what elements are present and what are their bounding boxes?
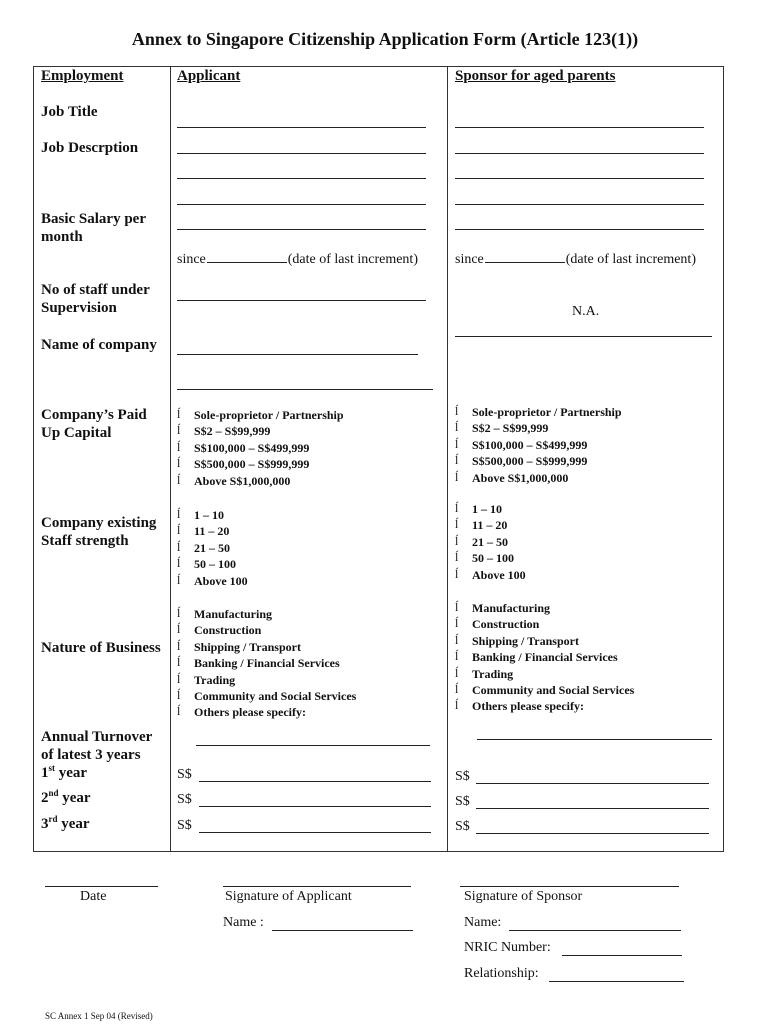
option-item[interactable] xyxy=(455,698,634,714)
option-item[interactable] xyxy=(177,456,344,472)
annual-turnover-label: Annual Turnover of latest 3 years xyxy=(41,729,153,763)
sponsor-increment-date-field[interactable] xyxy=(485,250,565,263)
checkbox-icon[interactable]: ĺ xyxy=(455,420,459,435)
checkbox-icon[interactable]: ĺ xyxy=(455,501,459,515)
option-item[interactable] xyxy=(455,649,634,665)
option-item[interactable] xyxy=(177,507,248,523)
option-item[interactable] xyxy=(177,523,248,539)
checkbox-icon[interactable]: ĺ xyxy=(177,523,181,538)
option-item[interactable] xyxy=(177,407,344,423)
date-label: Date xyxy=(80,889,107,904)
checkbox-icon[interactable]: ĺ xyxy=(177,655,181,670)
checkbox-icon[interactable]: ĺ xyxy=(177,423,181,438)
option-item[interactable] xyxy=(177,440,344,456)
relationship-label: Relationship: xyxy=(464,966,539,981)
year-2-label: 2nd year xyxy=(41,788,91,806)
option-label: Above S$1,000,000 xyxy=(472,470,569,485)
checkbox-icon[interactable]: ĺ xyxy=(455,517,459,532)
checkbox-icon[interactable]: ĺ xyxy=(177,688,181,703)
option-item[interactable] xyxy=(177,688,356,704)
sponsor-business-options xyxy=(455,600,634,715)
staff-under-supervision-label: No of staff under Supervision xyxy=(41,282,150,316)
applicant-staff-options xyxy=(177,507,248,589)
applicant-name-label: Name : xyxy=(223,915,264,930)
sponsor-staff-options xyxy=(455,501,526,583)
checkbox-icon[interactable]: ĺ xyxy=(177,622,181,637)
applicant-increment-date-field[interactable] xyxy=(207,250,287,263)
option-label: Community and Social Services xyxy=(472,683,635,698)
sponsor-job-description-field[interactable] xyxy=(455,178,704,179)
option-label: Banking / Financial Services xyxy=(472,650,618,665)
paid-up-capital-label: Company’s Paid Up Capital xyxy=(41,407,147,441)
option-label: S$500,000 – S$999,999 xyxy=(472,454,588,469)
sponsor-name-field[interactable] xyxy=(509,930,681,931)
option-label: S$500,000 – S$999,999 xyxy=(194,457,310,472)
checkbox-icon[interactable]: ĺ xyxy=(455,665,459,680)
option-label: 11 – 20 xyxy=(472,518,508,533)
checkbox-icon[interactable]: ĺ xyxy=(455,698,459,713)
option-label: S$2 – S$99,999 xyxy=(472,421,549,436)
checkbox-icon[interactable]: ĺ xyxy=(455,600,459,614)
option-item[interactable] xyxy=(455,666,634,682)
option-label: Manufacturing xyxy=(472,601,550,615)
sponsor-name-label: Name: xyxy=(464,915,502,930)
applicant-salary-field[interactable] xyxy=(177,229,426,230)
page-title: Annex to Singapore Citizenship Application Form (Article 123(1)) xyxy=(131,29,639,49)
applicant-job-title-field[interactable] xyxy=(177,127,426,128)
sponsor-capital-options xyxy=(455,404,622,486)
sponsor-turnover-year1-field[interactable] xyxy=(476,783,709,784)
applicant-since-text: since (date of last increment) xyxy=(177,252,418,267)
option-label: Above 100 xyxy=(194,573,248,588)
applicant-turnover-year3: S$ xyxy=(177,818,192,833)
relationship-field[interactable] xyxy=(549,981,684,982)
staff-strength-label: Company existing Staff strength xyxy=(41,515,157,549)
option-label: Trading xyxy=(194,672,236,687)
option-item[interactable] xyxy=(455,633,634,649)
option-label: 21 – 50 xyxy=(194,540,230,555)
sponsor-turnover-year3: S$ xyxy=(455,819,470,834)
option-label: 1 – 10 xyxy=(194,508,224,522)
checkbox-icon[interactable]: ĺ xyxy=(177,456,181,471)
applicant-turnover-year1-field[interactable] xyxy=(199,781,431,782)
checkbox-icon[interactable]: ĺ xyxy=(177,439,181,454)
option-label: S$2 – S$99,999 xyxy=(194,424,271,439)
option-label: 50 – 100 xyxy=(194,557,236,572)
sponsor-turnover-year1: S$ xyxy=(455,769,470,784)
checkbox-icon[interactable]: ĺ xyxy=(455,436,459,451)
checkbox-icon[interactable]: ĺ xyxy=(455,404,459,418)
option-item[interactable] xyxy=(177,655,356,671)
sponsor-signature-label: Signature of Sponsor xyxy=(464,889,583,904)
applicant-turnover-year2: S$ xyxy=(177,792,192,807)
option-label: Above 100 xyxy=(472,567,526,582)
option-label: Shipping / Transport xyxy=(194,639,301,654)
option-item[interactable] xyxy=(455,470,622,486)
job-description-label: Job Descrption xyxy=(41,140,139,156)
sponsor-header: Sponsor for aged parents xyxy=(455,68,616,84)
footer-text: SC Annex 1 Sep 04 (Revised) xyxy=(45,1011,153,1021)
checkbox-icon[interactable]: ĺ xyxy=(455,566,459,581)
applicant-company-name-field[interactable] xyxy=(177,389,433,390)
sponsor-turnover-year2: S$ xyxy=(455,794,470,809)
option-item[interactable] xyxy=(177,423,344,439)
sponsor-job-description-field[interactable] xyxy=(455,153,704,154)
option-item[interactable] xyxy=(455,501,526,517)
option-label: Construction xyxy=(472,617,540,632)
sponsor-staff-supervision-field[interactable] xyxy=(455,336,712,337)
option-label: Sole-proprietor / Partnership xyxy=(194,408,344,422)
applicant-turnover-year3-field[interactable] xyxy=(199,832,431,833)
checkbox-icon[interactable]: ĺ xyxy=(455,533,459,548)
checkbox-icon[interactable]: ĺ xyxy=(455,632,459,647)
year-3-label: 3rd year xyxy=(41,814,90,832)
option-label: 50 – 100 xyxy=(472,551,514,566)
column-divider xyxy=(170,66,171,852)
applicant-signature-line[interactable] xyxy=(223,886,411,887)
option-label: Community and Social Services xyxy=(194,689,357,704)
applicant-job-description-field[interactable] xyxy=(177,178,426,179)
checkbox-icon[interactable]: ĺ xyxy=(177,638,181,653)
option-item[interactable] xyxy=(455,517,526,533)
option-label: Construction xyxy=(194,623,262,638)
option-item[interactable] xyxy=(455,550,526,566)
option-label: 21 – 50 xyxy=(472,534,508,549)
applicant-staff-supervision-field[interactable] xyxy=(177,300,426,301)
option-item[interactable] xyxy=(455,567,526,583)
option-item[interactable] xyxy=(177,556,248,572)
date-signature-line[interactable] xyxy=(45,886,158,887)
option-label: Manufacturing xyxy=(194,607,272,621)
option-label: S$100,000 – S$499,999 xyxy=(472,437,588,452)
sponsor-na-text: N.A. xyxy=(572,304,600,319)
basic-salary-label: Basic Salary per month xyxy=(41,211,146,245)
checkbox-icon[interactable]: ĺ xyxy=(455,469,459,484)
checkbox-icon[interactable]: ĺ xyxy=(455,616,459,631)
option-label: Above S$1,000,000 xyxy=(194,473,291,488)
company-name-label: Name of company xyxy=(41,337,157,353)
option-label: S$100,000 – S$499,999 xyxy=(194,440,310,455)
option-label: Trading xyxy=(472,666,514,681)
checkbox-icon[interactable]: ĺ xyxy=(177,704,181,719)
applicant-name-field[interactable] xyxy=(272,930,413,931)
checkbox-icon[interactable]: ĺ xyxy=(177,671,181,686)
option-item[interactable] xyxy=(455,453,622,469)
option-label: Sole-proprietor / Partnership xyxy=(472,405,622,419)
nric-field[interactable] xyxy=(562,955,682,956)
applicant-job-description-field[interactable] xyxy=(177,204,426,205)
option-item[interactable] xyxy=(177,606,356,622)
sponsor-turnover-year3-field[interactable] xyxy=(476,833,709,834)
applicant-business-options xyxy=(177,606,356,721)
option-item[interactable] xyxy=(455,616,634,632)
applicant-others-specify-field[interactable] xyxy=(196,745,430,746)
applicant-company-name-field[interactable] xyxy=(177,354,418,355)
checkbox-icon[interactable]: ĺ xyxy=(177,507,181,521)
checkbox-icon[interactable]: ĺ xyxy=(455,682,459,697)
sponsor-salary-field[interactable] xyxy=(455,229,704,230)
applicant-signature-label: Signature of Applicant xyxy=(225,889,352,904)
option-item[interactable] xyxy=(455,534,526,550)
option-item[interactable] xyxy=(177,540,248,556)
checkbox-icon[interactable]: ĺ xyxy=(455,550,459,565)
applicant-header: Applicant xyxy=(177,68,241,84)
column-divider xyxy=(447,66,448,852)
job-title-label: Job Title xyxy=(41,104,98,120)
checkbox-icon[interactable]: ĺ xyxy=(177,572,181,587)
option-item[interactable] xyxy=(455,437,622,453)
option-item[interactable] xyxy=(455,420,622,436)
option-item[interactable] xyxy=(455,682,634,698)
option-label: Shipping / Transport xyxy=(472,633,579,648)
option-item[interactable] xyxy=(455,600,634,616)
checkbox-icon[interactable]: ĺ xyxy=(177,556,181,571)
checkbox-icon[interactable]: ĺ xyxy=(455,453,459,468)
year-1-label: 1st year xyxy=(41,763,88,781)
employment-header: Employment xyxy=(41,68,124,84)
option-item[interactable] xyxy=(177,573,248,589)
nric-label: NRIC Number: xyxy=(464,940,551,955)
option-item[interactable] xyxy=(177,473,344,489)
applicant-turnover-year1: S$ xyxy=(177,767,192,782)
sponsor-job-title-field[interactable] xyxy=(455,127,704,128)
option-label: 1 – 10 xyxy=(472,502,502,516)
option-item[interactable] xyxy=(177,672,356,688)
option-item[interactable] xyxy=(455,404,622,420)
option-label: Others please specify: xyxy=(472,699,584,714)
sponsor-turnover-year2-field[interactable] xyxy=(476,808,709,809)
option-item[interactable] xyxy=(177,704,356,720)
checkbox-icon[interactable]: ĺ xyxy=(177,472,181,487)
option-item[interactable] xyxy=(177,639,356,655)
applicant-turnover-year2-field[interactable] xyxy=(199,806,431,807)
applicant-capital-options xyxy=(177,407,344,489)
option-label: Others please specify: xyxy=(194,705,306,720)
option-label: 11 – 20 xyxy=(194,524,230,539)
option-label: Banking / Financial Services xyxy=(194,656,340,671)
checkbox-icon[interactable]: ĺ xyxy=(177,606,181,620)
nature-of-business-label: Nature of Business xyxy=(41,640,161,656)
sponsor-since-text: since (date of last increment) xyxy=(455,252,696,267)
sponsor-signature-line[interactable] xyxy=(460,886,679,887)
checkbox-icon[interactable]: ĺ xyxy=(455,649,459,664)
checkbox-icon[interactable]: ĺ xyxy=(177,539,181,554)
sponsor-others-specify-field[interactable] xyxy=(477,739,712,740)
checkbox-icon[interactable]: ĺ xyxy=(177,407,181,421)
sponsor-job-description-field[interactable] xyxy=(455,204,704,205)
applicant-job-description-field[interactable] xyxy=(177,153,426,154)
option-item[interactable] xyxy=(177,622,356,638)
